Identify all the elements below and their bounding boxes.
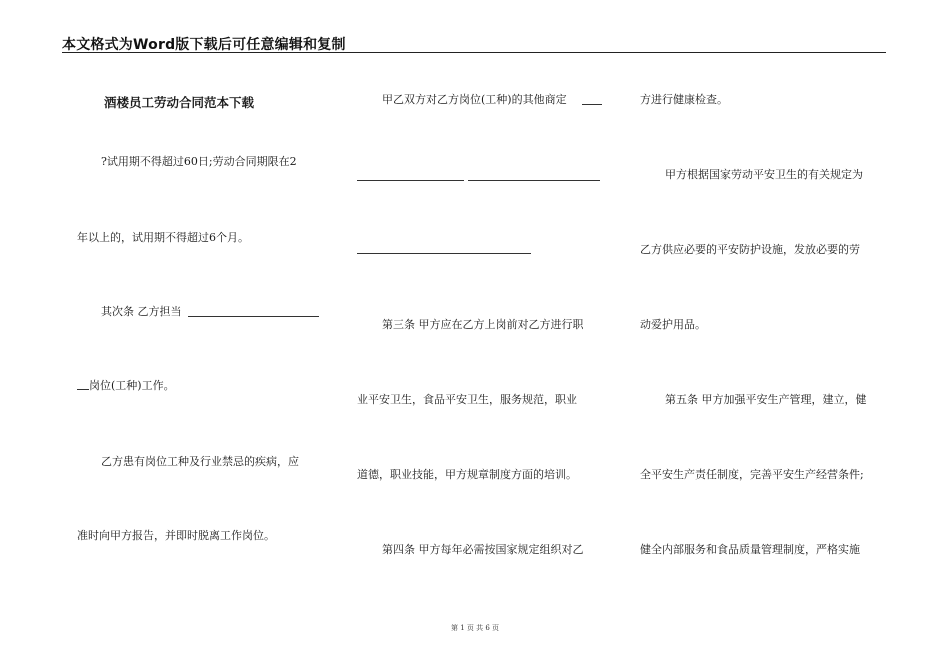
fill-in-blank	[468, 180, 600, 181]
fill-in-blank	[357, 180, 464, 181]
col3-line-2: 甲方根据国家劳动平安卫生的有关规定为	[665, 168, 863, 181]
document-title: 酒楼员工劳动合同范本下载	[104, 95, 255, 110]
col2-line-4: 道德，职业技能，甲方规章制度方面的培训。	[357, 468, 577, 481]
col1-line-4: 岗位(工种)工作。	[89, 379, 175, 392]
col1-line-2: 年以上的，试用期不得超过6个月。	[77, 231, 249, 244]
fill-in-blank	[357, 253, 531, 254]
col3-line-5: 第五条 甲方加强平安生产管理，建立，健	[665, 393, 867, 406]
col1-line-5: 乙方患有岗位工种及行业禁忌的疾病，应	[101, 455, 299, 468]
fill-in-blank	[188, 316, 319, 317]
col3-line-4: 动爱护用品。	[640, 318, 706, 331]
col2-line-1: 甲乙双方对乙方岗位(工种)的其他商定	[382, 93, 567, 106]
col2-line-3: 业平安卫生，食品平安卫生，服务规范，职业	[357, 393, 577, 406]
col1-line-3: 其次条 乙方担当	[101, 305, 182, 318]
col1-line-6: 准时向甲方报告，并即时脱离工作岗位。	[77, 529, 275, 542]
header-divider	[62, 52, 886, 53]
col3-line-1: 方进行健康检查。	[640, 93, 728, 106]
col2-line-2: 第三条 甲方应在乙方上岗前对乙方进行职	[382, 318, 584, 331]
page-number-footer: 第 1 页 共 6 页	[450, 624, 500, 632]
col3-line-7: 健全内部服务和食品质量管理制度，严格实施	[640, 543, 860, 556]
document-header-banner: 本文格式为Word版下载后可任意编辑和复制	[62, 37, 346, 53]
fill-in-blank	[582, 104, 602, 105]
col1-line-1: ?试用期不得超过60日;劳动合同期限在2	[101, 155, 297, 168]
fill-in-blank	[77, 389, 89, 390]
col2-line-5: 第四条 甲方每年必需按国家规定组织对乙	[382, 543, 584, 556]
col3-line-6: 全平安生产责任制度，完善平安生产经营条件;	[640, 468, 864, 481]
col3-line-3: 乙方供应必要的平安防护设施，发放必要的劳	[640, 243, 860, 256]
